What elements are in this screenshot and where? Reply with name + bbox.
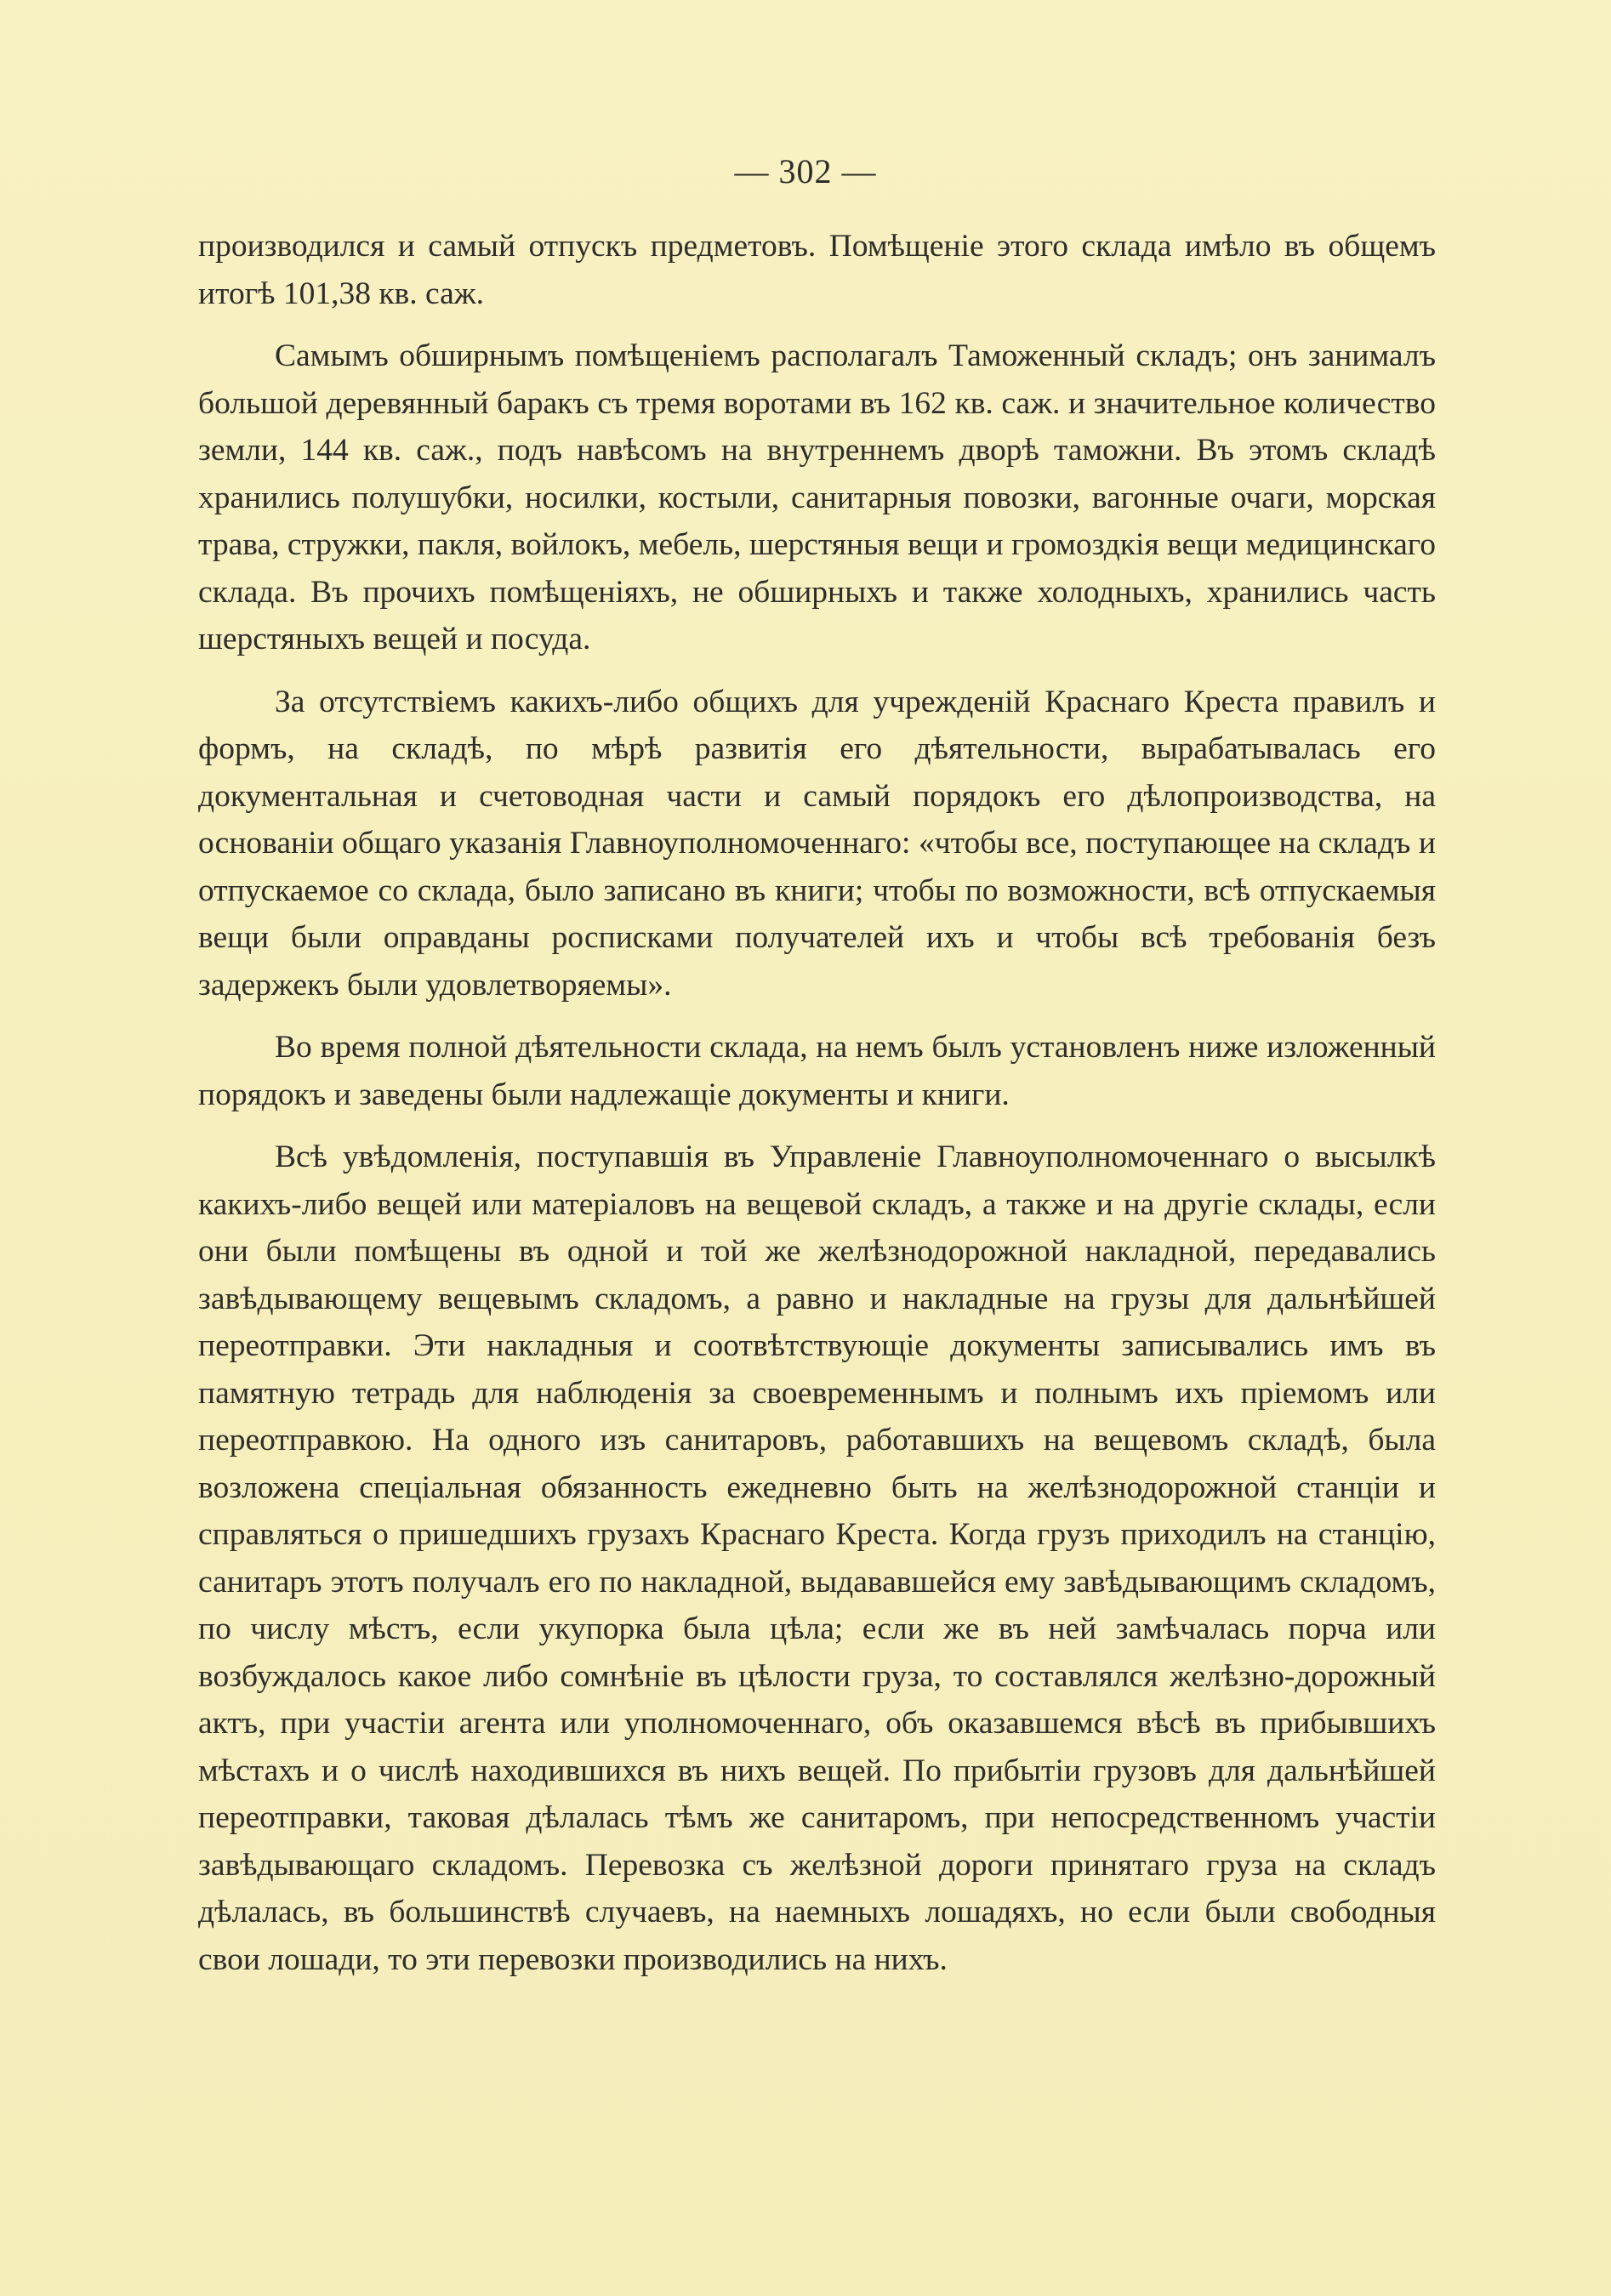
paragraph-procedure: Во время полной дѣятельности склада, на немъ былъ установленъ ниже изложенный порядокъ и заведены были надлежащіе документы и книги. — [198, 1030, 1436, 1112]
paragraph-documentation-rules: За отсутствіемъ какихъ-либо общихъ для учрежденій Краснаго Креста правилъ и формъ, на складѣ, по мѣрѣ развитія его дѣятельности, вырабатывалась его документальная и счетоводная части и самый порядокъ его дѣлопроизводства, на основаніи общаго указанія Главноуполномоченнаго: «чтобы все, поступающее на складъ и отпускаемое со склада, было записано въ книги; чтобы по возможности, всѣ отпускаемыя вещи были оправданы росписками получателей ихъ и чтобы всѣ требованія безъ задержекъ были удовлетворяемы». — [198, 684, 1436, 1003]
paragraph-notifications: Всѣ увѣдомленія, поступавшія въ Управленіе Главноуполномоченнаго о высылкѣ какихъ-либо вещей или матеріаловъ на вещевой складъ, а также и на другіе склады, если они были помѣщены въ одной и той же желѣзнодорожной накладной, передавались завѣдывающему вещевымъ складомъ, а равно и накладные на грузы для дальнѣйшей переотправки. Эти накладныя и соотвѣтствующіе документы записывались имъ въ памятную тетрадь для наблюденія за своевременнымъ и полнымъ ихъ пріемомъ или переотправкою. На одного изъ санитаровъ, работавшихъ на вещевомъ складѣ, была возложена спеціальная обязанность ежедневно быть на желѣзнодорожной станціи и справляться о пришедшихъ грузахъ Краснаго Креста. Когда грузъ приходилъ на станцію, санитаръ этотъ получалъ его по накладной, выдававшейся ему завѣдывающимъ складомъ, по числу мѣстъ, если укупорка была цѣла; если же въ ней замѣчалась порча или возбуждалось какое либо сомнѣніе въ цѣлости груза, то составлялся желѣзно-дорожный актъ, при участіи агента или уполномоченнаго, объ оказавшемся вѣсѣ въ прибывшихъ мѣстахъ и о числѣ находившихся въ нихъ вещей. По прибытіи грузовъ для дальнѣйшей переотправки, таковая дѣлалась тѣмъ же санитаромъ, при непосредственномъ участіи завѣдывающаго складомъ. Перевозка съ желѣзной дороги принятаго груза на складъ дѣлалась, въ большинствѣ случаевъ, на наемныхъ лошадяхъ, но если были свободныя свои лошади, то эти перевозки производились на нихъ. — [198, 1139, 1436, 1977]
paragraph-continuation: производился и самый отпускъ предметовъ. Помѣщеніе этого склада имѣло въ общемъ итогѣ 101,38 кв. саж. — [198, 229, 1436, 311]
body-text — [198, 223, 1436, 1998]
page-number: — 302 — — [734, 152, 877, 190]
paragraph-customs-warehouse: Самымъ обширнымъ помѣщеніемъ располагалъ Таможенный складъ; онъ занималъ большой деревянный баракъ съ тремя воротами въ 162 кв. саж. и значительное количество земли, 144 кв. саж., подъ навѣсомъ на внутреннемъ дворѣ таможни. Въ этомъ складѣ хранились полушубки, носилки, костыли, санитарныя повозки, вагонные очаги, морская трава, стружки, пакля, войлокъ, мебель, шерстяныя вещи и громоздкія вещи медицинскаго склада. Въ прочихъ помѣщеніяхъ, не обширныхъ и также холодныхъ, хранились часть шерстяныхъ вещей и посуда. — [198, 338, 1436, 656]
